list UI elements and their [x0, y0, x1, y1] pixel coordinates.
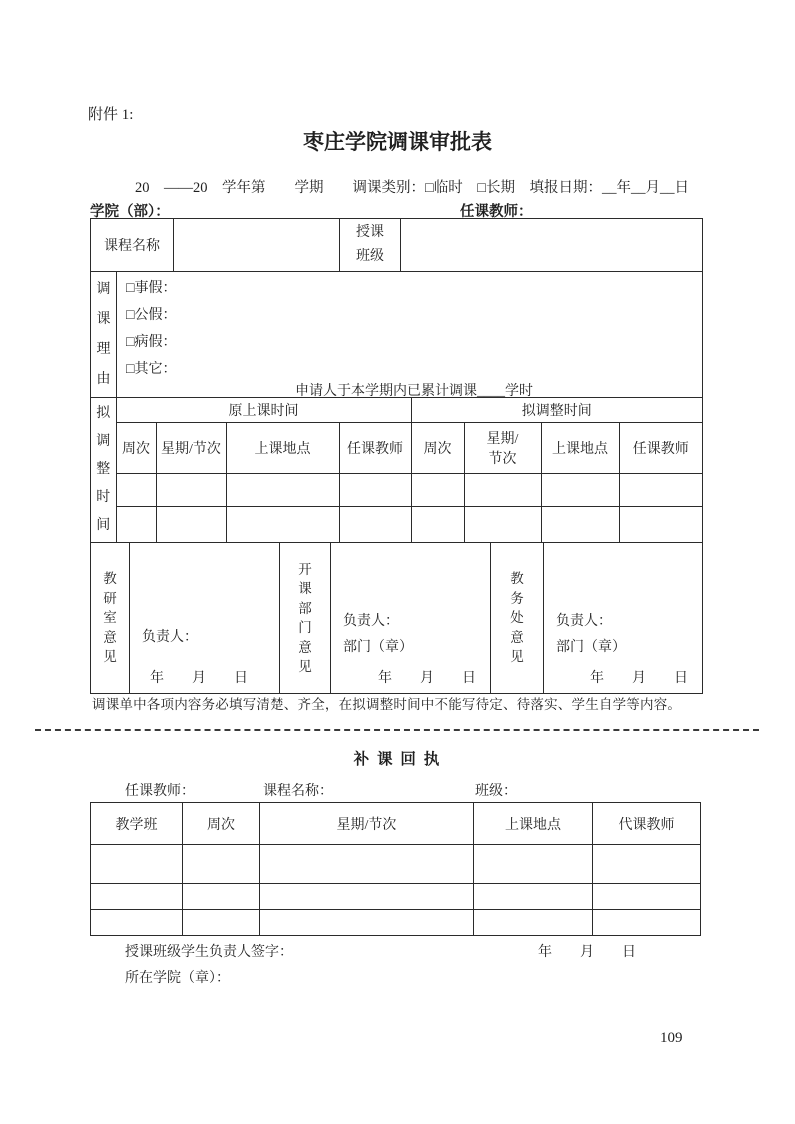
teacher-label: 任课教师： [460, 204, 533, 220]
schedule-cell[interactable] [116, 507, 156, 543]
schedule-cell[interactable] [226, 474, 339, 507]
semester-meta-line: 20 ——20 学年第 学期 调课类别：□临时 □长期 填报日期：__年__月__日 [135, 180, 690, 196]
accumulated-hours-line: 申请人于本学期内已累计调课____学时 [295, 384, 533, 399]
schedule-cell[interactable] [339, 507, 411, 543]
attachment-label: 附件 1: [88, 107, 134, 123]
schedule-cell[interactable] [619, 474, 702, 507]
schedule-cell[interactable] [619, 507, 702, 543]
checkbox-other[interactable]: □其它： [126, 362, 177, 377]
schedule-cell[interactable] [339, 474, 411, 507]
schedule-label: 拟调整时间 [91, 398, 116, 543]
academic-affairs-office-opinion-label: 教务处意见 [491, 543, 544, 693]
opinions-row [91, 543, 702, 693]
receipt-cell[interactable] [474, 910, 593, 936]
course-offering-department-sign-area[interactable] [331, 543, 491, 693]
receipt-cell[interactable] [183, 884, 260, 910]
date-line: 年 月 日 [378, 671, 476, 686]
teaching-class-field[interactable] [401, 219, 702, 271]
orig-week-header: 周次 [116, 423, 156, 474]
receipt-cell[interactable] [260, 910, 474, 936]
receipt-cell[interactable] [183, 845, 260, 884]
adj-location-header: 上课地点 [541, 423, 619, 474]
reason-row [91, 272, 702, 398]
receipt-table [90, 802, 701, 936]
schedule-cell[interactable] [541, 474, 619, 507]
schedule-cell[interactable] [156, 507, 226, 543]
college-label: 学院（部）： [90, 204, 170, 220]
reason-body [117, 272, 702, 397]
cut-line-divider [35, 729, 759, 731]
receipt-cell[interactable] [593, 845, 701, 884]
department-seal-label: 部门（章） [556, 640, 626, 655]
day-period-col-header: 星期/节次 [260, 803, 474, 845]
course-name-label: 课程名称 [91, 219, 174, 271]
schedule-cell[interactable] [226, 507, 339, 543]
schedule-cell[interactable] [411, 507, 464, 543]
adj-teacher-header: 任课教师 [619, 423, 702, 474]
substitute-teacher-col-header: 代课教师 [593, 803, 701, 845]
academic-affairs-office-sign-area[interactable] [544, 543, 702, 693]
checkbox-sick-leave[interactable]: □病假： [126, 335, 177, 350]
schedule-cell[interactable] [464, 474, 541, 507]
responsible-person-label: 负责人： [343, 614, 399, 629]
teaching-class-label [340, 219, 401, 271]
page-number: 109 [660, 1030, 683, 1046]
receipt-date-line: 年 月 日 [538, 945, 636, 960]
orig-day-period-header: 星期/节次 [156, 423, 226, 474]
receipt-class-label: 班级： [475, 784, 517, 799]
receipt-cell[interactable] [183, 910, 260, 936]
receipt-cell[interactable] [91, 884, 183, 910]
receipt-cell[interactable] [91, 845, 183, 884]
responsible-person-label: 负责人： [142, 630, 198, 645]
department-seal-label: 部门（章） [343, 640, 413, 655]
checkbox-official-leave[interactable]: □公假： [126, 308, 177, 323]
college-seal-label: 所在学院（章）： [125, 971, 230, 986]
adj-day-period-header: 星期/节次 [464, 423, 541, 474]
schedule-cell[interactable] [464, 507, 541, 543]
course-row [91, 219, 702, 272]
receipt-cell[interactable] [474, 845, 593, 884]
adjusted-time-group-header: 拟调整时间 [411, 398, 702, 423]
teaching-research-office-opinion-label: 教研室意见 [91, 543, 130, 693]
schedule-cell[interactable] [411, 474, 464, 507]
original-time-group-header: 原上课时间 [116, 398, 411, 423]
teaching-class-col-header: 教学班 [91, 803, 183, 845]
adj-week-header: 周次 [411, 423, 464, 474]
teaching-research-office-sign-area[interactable] [130, 543, 280, 693]
schedule-table [91, 398, 702, 543]
checkbox-personal-leave[interactable]: □事假： [126, 281, 177, 296]
date-line: 年 月 日 [590, 671, 688, 686]
approval-table [90, 218, 703, 694]
schedule-cell[interactable] [541, 507, 619, 543]
course-name-field[interactable] [174, 219, 340, 271]
student-sign-label: 授课班级学生负责人签字： [125, 945, 293, 960]
receipt-teacher-label: 任课教师： [125, 784, 195, 799]
responsible-person-label: 负责人： [556, 614, 612, 629]
schedule-cell[interactable] [156, 474, 226, 507]
date-line: 年 月 日 [150, 671, 248, 686]
page-title: 枣庄学院调课审批表 [303, 130, 492, 154]
receipt-cell[interactable] [593, 884, 701, 910]
week-col-header: 周次 [183, 803, 260, 845]
teaching-class-label-line1: 授课 [356, 225, 384, 240]
receipt-course-label: 课程名称： [263, 784, 333, 799]
receipt-cell[interactable] [91, 910, 183, 936]
reason-label: 调课理由 [91, 272, 117, 397]
receipt-cell[interactable] [593, 910, 701, 936]
course-offering-department-opinion-label: 开课部门意见 [280, 543, 331, 693]
schedule-cell[interactable] [116, 474, 156, 507]
orig-teacher-header: 任课教师 [339, 423, 411, 474]
receipt-cell[interactable] [260, 845, 474, 884]
receipt-cell[interactable] [260, 884, 474, 910]
fill-in-note: 调课单中各项内容务必填写清楚、齐全，在拟调整时间中不能写待定、待落实、学生自学等内容。 [92, 697, 682, 712]
receipt-title: 补 课 回 执 [353, 751, 442, 768]
receipt-cell[interactable] [474, 884, 593, 910]
orig-location-header: 上课地点 [226, 423, 339, 474]
teaching-class-label-line2: 班级 [356, 249, 384, 264]
location-col-header: 上课地点 [474, 803, 593, 845]
